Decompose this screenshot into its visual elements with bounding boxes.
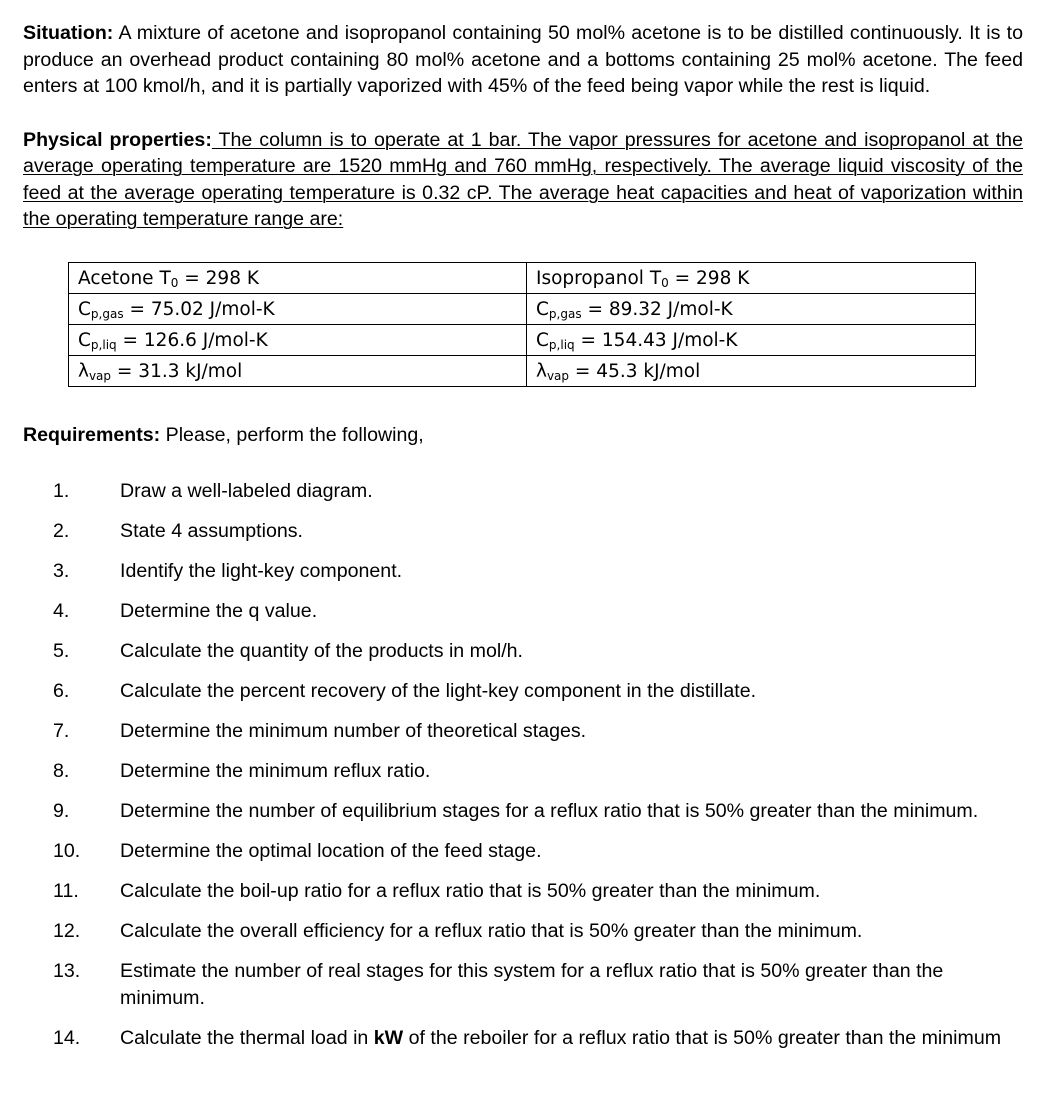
physical-properties-paragraph (23, 127, 1023, 233)
physical-properties-text: The column is to operate at 1 bar. The vapor pressures for acetone and isopropanol at the average operating temperature are 1520 mmHg and 760 mmHg, respectively. The average liquid viscosity of the feed at the average operating temperature is 0.32 cP. The average heat capacities and heat of vaporization within the operating temperature range are: (23, 128, 1023, 230)
list-item: 1. Draw a well-labeled diagram. (53, 480, 373, 502)
isopropanol-lambda-vap-cell: $\lambda_{vap} = 45.3$ kJ/mol (527, 356, 976, 387)
isopropanol-header-cell: Isopropanol $T_0 = 298$ K (527, 263, 976, 294)
list-item: 8. Determine the minimum reflux ratio. (53, 760, 431, 782)
list-item: 10. Determine the optimal location of the feed stage. (53, 840, 542, 862)
situation-text: A mixture of acetone and isopropanol containing 50 mol% acetone is to be distilled continuously. It is to produce an overhead product containing 80 mol% acetone and a bottoms containing 25 mol% acetone. The feed enters at 100 kmol/h, and it is partially vaporized with 45% of the feed being vapor while the rest is liquid. (23, 22, 1023, 97)
requirements-list (23, 478, 1023, 1065)
list-item: 11. Calculate the boil-up ratio for a reflux ratio that is 50% greater than the minimum. (53, 880, 821, 902)
requirements-label: Requirements: (23, 424, 161, 446)
table-row (69, 325, 976, 356)
acetone-lambda-vap-cell: $\lambda_{vap} = 31.3$ kJ/mol (69, 356, 527, 387)
table-row (69, 263, 976, 294)
requirements-heading (23, 424, 424, 447)
list-item: 2. State 4 assumptions. (53, 520, 303, 542)
list-item: 3. Identify the light-key component. (53, 560, 403, 582)
list-item: 5. Calculate the quantity of the products in mol/h. (53, 640, 523, 662)
table-row (69, 356, 976, 387)
list-item: 4. Determine the q value. (53, 600, 318, 622)
table-row (69, 294, 976, 325)
list-item: 12. Calculate the overall efficiency for a reflux ratio that is 50% greater than the minimum. (53, 920, 863, 942)
requirements-intro: Please, perform the following, (160, 424, 424, 446)
list-item: 13. Estimate the number of real stages for this system for a reflux ratio that is 50% greater than the minimum. (53, 960, 944, 1009)
list-item: 9. Determine the number of equilibrium stages for a reflux ratio that is 50% greater than the minimum. (53, 800, 979, 822)
acetone-cp-liq-cell: $C_{p,liq} = 126.6$ J/mol-K (69, 325, 527, 356)
acetone-cp-gas-cell: $C_{p,gas} = 75.02$ J/mol-K (69, 294, 527, 325)
situation-paragraph (23, 20, 1023, 100)
properties-table (68, 262, 976, 387)
acetone-header-cell: Acetone $T_0 = 298$ K (69, 263, 527, 294)
isopropanol-cp-gas-cell: $C_{p,gas} = 89.32$ J/mol-K (527, 294, 976, 325)
isopropanol-cp-liq-cell: $C_{p,liq} = 154.43$ J/mol-K (527, 325, 976, 356)
problem-document (23, 20, 1023, 1049)
list-item: 14. Calculate the thermal load in kW of the reboiler for a reflux ratio that is 50% greater than the minimum (53, 1026, 1002, 1049)
situation-label: Situation: (23, 22, 114, 44)
list-item: 6. Calculate the percent recovery of the light-key component in the distillate. (53, 680, 757, 702)
physical-properties-label: Physical properties: (23, 128, 212, 151)
list-item: 7. Determine the minimum number of theoretical stages. (53, 720, 587, 742)
